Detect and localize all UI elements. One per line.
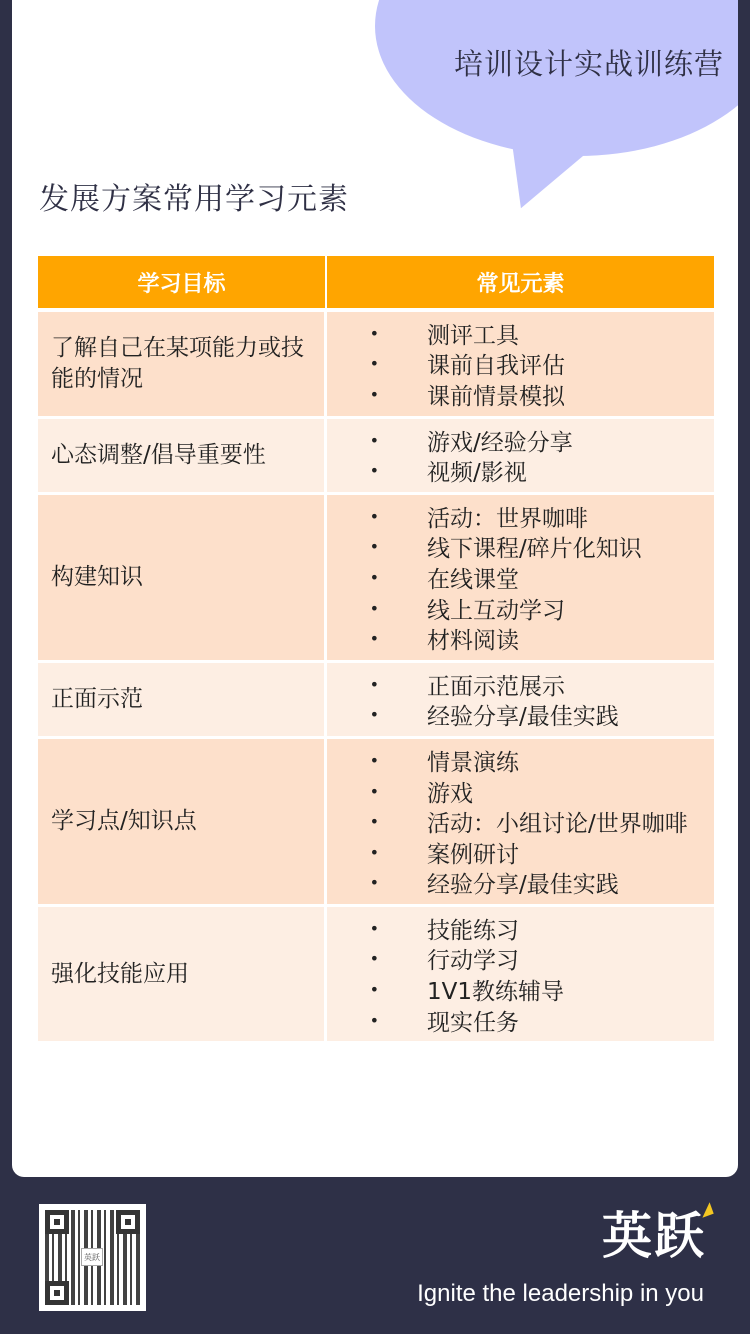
learning-goal-cell: 构建知识 bbox=[38, 495, 327, 660]
table-row bbox=[38, 312, 714, 416]
element-label: 行动学习 bbox=[427, 948, 519, 975]
element-label: 技能练习 bbox=[427, 917, 519, 944]
learning-goal-cell: 心态调整/倡导重要性 bbox=[38, 419, 327, 492]
element-label: 经验分享/最佳实践 bbox=[427, 872, 619, 899]
bullet-icon: • bbox=[369, 354, 379, 374]
bullet-icon: • bbox=[369, 537, 379, 557]
element-label: 游戏/经验分享 bbox=[427, 429, 573, 456]
bullet-icon: • bbox=[369, 629, 379, 649]
element-label: 测评工具 bbox=[427, 322, 519, 349]
element-label: 线下课程/碎片化知识 bbox=[427, 536, 642, 563]
qr-pattern bbox=[45, 1210, 140, 1305]
bullet-icon: • bbox=[369, 598, 379, 618]
element-item bbox=[327, 562, 714, 593]
bullet-icon: • bbox=[369, 567, 379, 587]
brand-tagline: Ignite the leadership in you bbox=[417, 1280, 704, 1307]
common-elements-cell bbox=[327, 312, 714, 416]
element-item bbox=[327, 623, 714, 654]
element-item bbox=[327, 700, 714, 731]
table-row bbox=[38, 663, 714, 736]
element-item bbox=[327, 745, 714, 776]
learning-goal-cell: 正面示范 bbox=[38, 663, 327, 736]
element-label: 案例研讨 bbox=[427, 841, 519, 868]
element-item bbox=[327, 1005, 714, 1036]
element-label: 1V1教练辅导 bbox=[427, 979, 565, 1006]
bullet-icon: • bbox=[369, 506, 379, 526]
bullet-icon: • bbox=[369, 384, 379, 404]
element-item bbox=[327, 837, 714, 868]
bullet-icon: • bbox=[369, 323, 379, 343]
paper-plane-icon bbox=[698, 1202, 713, 1217]
element-label: 活动：世界咖啡 bbox=[427, 505, 588, 532]
qr-center-logo: 英跃 bbox=[81, 1248, 103, 1266]
element-label: 视频/影视 bbox=[427, 460, 527, 487]
table-row bbox=[38, 419, 714, 492]
element-item bbox=[327, 532, 714, 563]
bullet-icon: • bbox=[369, 980, 379, 1000]
element-label: 正面示范展示 bbox=[427, 673, 565, 700]
bullet-icon: • bbox=[369, 461, 379, 481]
element-label: 游戏 bbox=[427, 780, 473, 807]
header-common-elements: 常见元素 bbox=[476, 271, 565, 297]
brand-name: 英跃 bbox=[602, 1207, 706, 1265]
content-card bbox=[12, 0, 738, 1177]
element-label: 情景演练 bbox=[427, 749, 519, 776]
element-item bbox=[327, 455, 714, 486]
bullet-icon: • bbox=[369, 873, 379, 893]
section-title: 发展方案常用学习元素 bbox=[39, 182, 349, 217]
element-label: 经验分享/最佳实践 bbox=[427, 704, 619, 731]
common-elements-cell bbox=[327, 495, 714, 660]
bullet-icon: • bbox=[369, 918, 379, 938]
table-header bbox=[38, 256, 714, 308]
learning-elements-table bbox=[38, 256, 714, 1044]
brand-logo bbox=[602, 1196, 706, 1268]
table-row bbox=[38, 739, 714, 904]
element-label: 课前自我评估 bbox=[427, 353, 565, 380]
table-body bbox=[38, 312, 714, 1041]
learning-goal-cell: 了解自己在某项能力或技能的情况 bbox=[38, 312, 327, 416]
header-learning-goal: 学习目标 bbox=[38, 256, 327, 308]
element-item bbox=[327, 379, 714, 410]
element-item bbox=[327, 776, 714, 807]
qr-code bbox=[39, 1204, 146, 1311]
element-item bbox=[327, 501, 714, 532]
element-item bbox=[327, 425, 714, 456]
table-row bbox=[38, 907, 714, 1041]
bullet-icon: • bbox=[369, 750, 379, 770]
qr-finder-top-right bbox=[116, 1210, 140, 1234]
common-elements-cell bbox=[327, 739, 714, 904]
bullet-icon: • bbox=[369, 781, 379, 801]
common-elements-cell bbox=[327, 419, 714, 492]
element-item bbox=[327, 913, 714, 944]
learning-goal-cell: 强化技能应用 bbox=[38, 907, 327, 1041]
table-row bbox=[38, 495, 714, 660]
element-label: 线上互动学习 bbox=[427, 597, 565, 624]
element-label: 现实任务 bbox=[427, 1009, 519, 1036]
common-elements-cell bbox=[327, 663, 714, 736]
common-elements-cell bbox=[327, 907, 714, 1041]
element-item bbox=[327, 944, 714, 975]
speech-bubble-tail bbox=[499, 128, 601, 218]
element-item bbox=[327, 806, 714, 837]
element-item bbox=[327, 868, 714, 899]
bullet-icon: • bbox=[369, 674, 379, 694]
bullet-icon: • bbox=[369, 430, 379, 450]
element-item bbox=[327, 318, 714, 349]
bullet-icon: • bbox=[369, 705, 379, 725]
qr-finder-bottom-left bbox=[45, 1281, 69, 1305]
element-item bbox=[327, 593, 714, 624]
qr-finder-top-left bbox=[45, 1210, 69, 1234]
element-label: 材料阅读 bbox=[427, 628, 519, 655]
element-label: 课前情景模拟 bbox=[427, 383, 565, 410]
element-item bbox=[327, 669, 714, 700]
bullet-icon: • bbox=[369, 842, 379, 862]
element-item bbox=[327, 974, 714, 1005]
bullet-icon: • bbox=[369, 812, 379, 832]
element-label: 在线课堂 bbox=[427, 566, 519, 593]
learning-goal-cell: 学习点/知识点 bbox=[38, 739, 327, 904]
element-label: 活动：小组讨论/世界咖啡 bbox=[427, 811, 688, 838]
element-item bbox=[327, 349, 714, 380]
banner-title: 培训设计实战训练营 bbox=[453, 47, 724, 81]
bullet-icon: • bbox=[369, 949, 379, 969]
bullet-icon: • bbox=[369, 1010, 379, 1030]
